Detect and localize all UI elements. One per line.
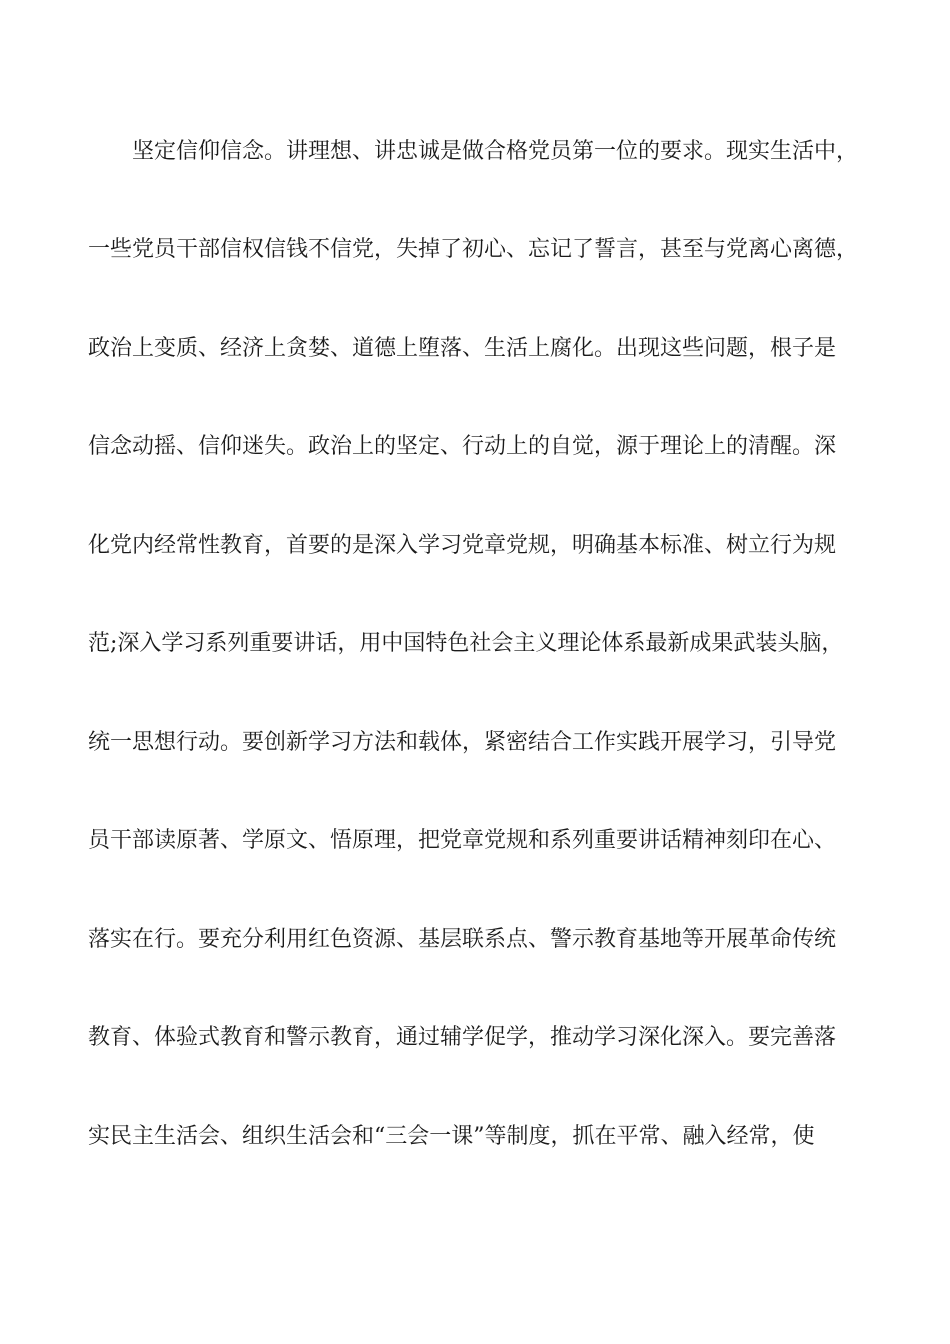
paragraph-line: 员干部读原著、学原文、悟原理，把党章党规和系列重要讲话精神刻印在心、	[88, 828, 837, 853]
paragraph-line: 统一思想行动。要创新学习方法和载体，紧密结合工作实践开展学习，引导党	[88, 730, 837, 755]
paragraph-line: 坚定信仰信念。讲理想、讲忠诚是做合格党员第一位的要求。现实生活中，	[132, 139, 859, 164]
paragraph-line: 落实在行。要充分利用红色资源、基层联系点、警示教育基地等开展革命传统	[88, 927, 837, 952]
paragraph-line: 范;深入学习系列重要讲话，用中国特色社会主义理论体系最新成果武装头脑，	[88, 631, 844, 656]
paragraph-line: 一些党员干部信权信钱不信党，失掉了初心、忘记了誓言，甚至与党离心离德，	[88, 237, 859, 262]
paragraph-line: 政治上变质、经济上贪婪、道德上堕落、生活上腐化。出现这些问题，根子是	[88, 336, 837, 361]
paragraph-line: 信念动摇、信仰迷失。政治上的坚定、行动上的自觉，源于理论上的清醒。深	[88, 434, 837, 459]
paragraph-line: 实民主生活会、组织生活会和“三会一课”等制度，抓在平常、融入经常，使	[88, 1124, 815, 1149]
paragraph-line: 教育、体验式教育和警示教育，通过辅学促学，推动学习深化深入。要完善落	[88, 1025, 837, 1050]
paragraph-line: 化党内经常性教育，首要的是深入学习党章党规，明确基本标准、树立行为规	[88, 533, 837, 558]
